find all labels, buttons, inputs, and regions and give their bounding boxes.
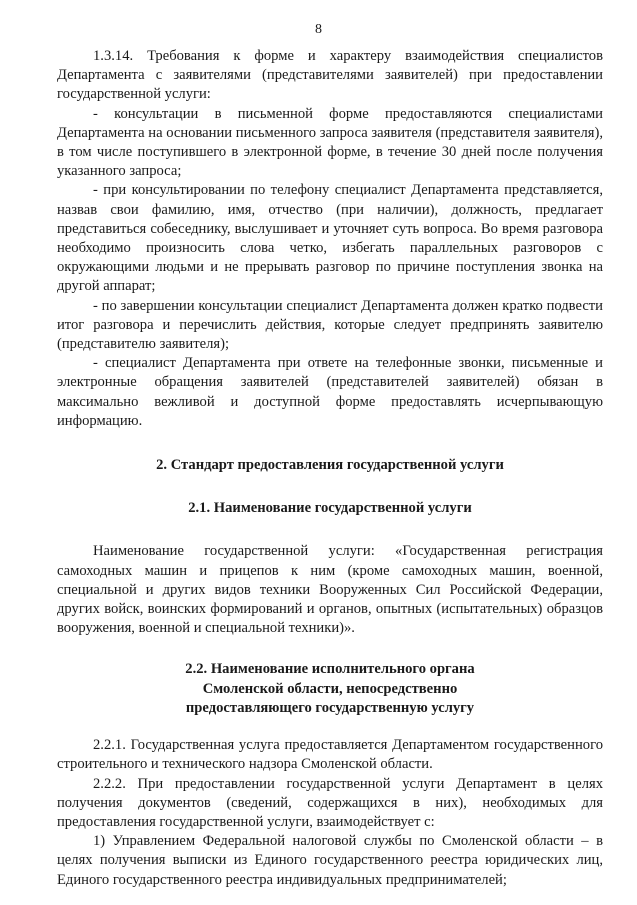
paragraph-1-3-14: 1.3.14. Требования к форме и характеру взаимодействия специалистов Департамента с заявителями (представителями заявителей) при предоставлении государственной услуги: <box>57 48 603 103</box>
paragraph-2-2-2: 2.2.2. При предоставлении государственной услуги Департамент в целях получения документов (сведений, содержащихся в них), необходимых для предоставления государственной услуги, взаимодействует с: <box>57 775 603 830</box>
paragraph-2-2-1: 2.2.1. Государственная услуга предоставляется Департаментом государственного строительного и технического надзора Смоленской области. <box>57 737 603 773</box>
section-2-2-heading-line-1: 2.2. Наименование исполнительного органа <box>185 661 475 678</box>
section-2-heading: 2. Стандарт предоставления государственной услуги <box>156 457 504 474</box>
list-item-consultation-end: - по завершении консультации специалист Департамента должен кратко подвести итог разговора и перечислить действия, которые следует предпринять заявителю (представителю заявителя); <box>57 297 603 353</box>
section-2-1-heading: 2.1. Наименование государственной услуги <box>188 500 472 517</box>
list-item-tax-service: 1) Управлением Федеральной налоговой службы по Смоленской области – в целях получения выписки из Единого государственного реестра юридических лиц, Единого государственного реестра индивидуальных предпринимателей; <box>57 833 603 888</box>
list-item-phone-consultation: - при консультировании по телефону специалист Департамента представляется, назвав свои фамилию, имя, отчество (при наличии), должность, предлагает представиться собеседнику, выслушивает и уточняет суть вопроса. Во время разговора необходимо произносить слова четко, избегать параллельных разговоров с окружающими людьми и не прерывать разговор по причине поступления звонка на другой аппарат; <box>57 182 603 295</box>
page-number: 8 <box>315 22 322 37</box>
service-name-paragraph: Наименование государственной услуги: «Государственная регистрация самоходных машин и прицепов к ним (кроме самоходных машин, военной, специальной и других видов техники Вооруженных Сил Российской Федерации, других войск, воинских формирований и органов, опытных (испытательных) образцов вооружения, военной и специальной техники)». <box>57 543 603 637</box>
section-2-2-heading-line-3: предоставляющего государственную услугу <box>185 699 475 716</box>
list-item-response-requirements: - специалист Департамента при ответе на телефонные звонки, письменные и электронные обращения заявителей (представителей заявителей) обязан в максимально вежливой и доступной форме предоставлять исчерпывающую информацию. <box>57 355 603 429</box>
page-content <box>57 47 603 890</box>
section-2-2-heading <box>57 660 603 718</box>
list-item-written-consultation: - консультации в письменной форме предоставляются специалистами Департамента на основании письменного запроса заявителя (представителя заявителя), в том числе поступившего в электронной форме, в течение 30 дней после получения указанного запроса; <box>57 105 603 180</box>
section-2-2-heading-line-2: Смоленской области, непосредственно <box>202 680 458 697</box>
